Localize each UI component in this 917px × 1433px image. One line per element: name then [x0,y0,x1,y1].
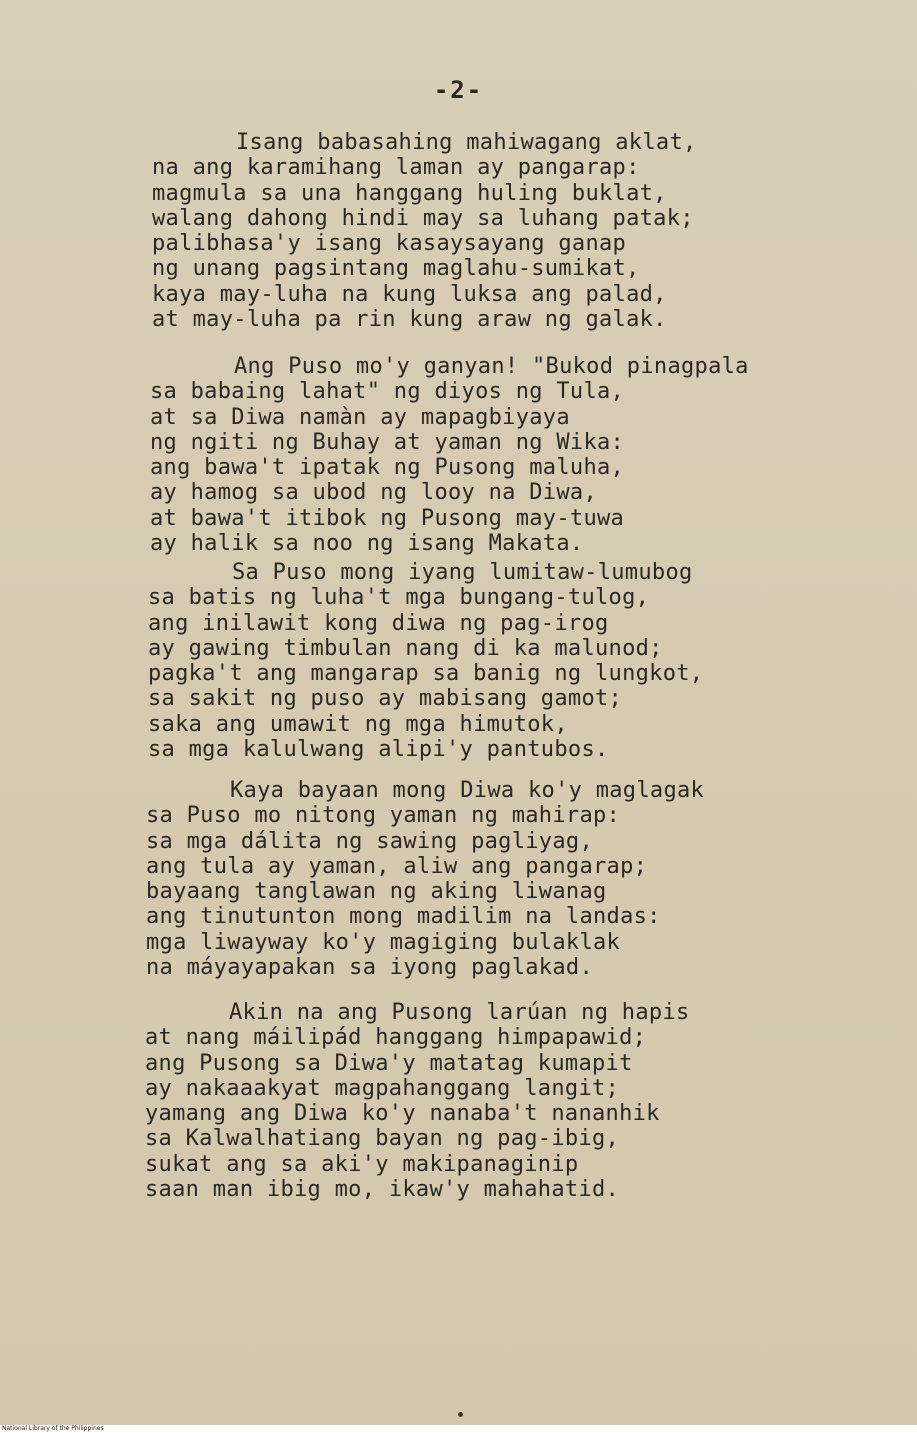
poem-line: ang bawa't ipatak ng Pusong maluha, [150,455,625,481]
poem-line: at sa Diwa namàn ay mapagbiyaya [150,404,570,430]
poem-line: Kaya bayaan mong Diwa ko'y maglagak [230,778,705,803]
poem-line: walang dahong hindi may sa luhang patak; [152,205,694,231]
poem-line: sa batis ng luha't mga bungang-tulog, [148,585,650,611]
poem-line: sa Puso mo nitong yaman ng mahirap: [146,803,621,829]
poem-line: ang Pusong sa Diwa'y matatag kumapit [145,1050,633,1076]
poem-stanza [152,130,872,332]
footer-credit: National Library of the Philippines [2,1425,104,1432]
footer-bar [0,1425,917,1433]
poem-line: ay hamog sa ubod ng looy na Diwa, [150,480,597,506]
poem-line: at may-luha pa rin kung araw ng galak. [152,307,667,333]
poem-line: Akin na ang Pusong larúan ng hapis [229,1000,690,1025]
poem-stanza [146,778,866,980]
poem-line: sa babaing lahat" ng diyos ng Tula, [150,379,625,405]
poem-line: kaya may-luha na kung luksa ang palad, [152,281,667,307]
poem-line: sa Kalwalhatiang bayan ng pag-ibig, [145,1126,620,1152]
poem-line: ang tinutunton mong madilim na landas: [146,904,661,930]
poem-line: sa mga dálita ng sawing pagliyag, [146,828,593,854]
poem-line: ang inilawit kong diwa ng pag-irog [148,610,609,636]
poem-line: yamang ang Diwa ko'y nanaba't nananhik [145,1101,660,1127]
poem-line: at nang máilipád hanggang himpapawid; [145,1025,647,1051]
poem-stanza [150,354,870,556]
poem-line: ay nakaaakyat magpahanggang langit; [145,1075,620,1101]
poem-line: ay halik sa noo ng isang Makata. [150,531,584,557]
poem-line: at bawa't itibok ng Pusong may-tuwa [150,505,625,531]
page-number: -2- [433,76,484,104]
poem-line: Ang Puso mo'y ganyan! "Bukod pinagpala [234,354,749,379]
poem-stanza [148,560,868,762]
poem-line: ng ngiti ng Buhay at yaman ng Wika: [150,429,625,455]
poem-line: bayaang tanglawan ng aking liwanag [146,879,607,905]
poem-line: saka ang umawit ng mga himutok, [148,711,568,737]
poem-line: mga liwayway ko'y magiging bulaklak [146,929,621,955]
poem-line: Sa Puso mong iyang lumitaw-lumubog [232,560,693,585]
poem-line: sa mga kalulwang alipi'y pantubos. [148,737,609,763]
poem-line: palibhasa'y isang kasaysayang ganap [152,231,627,257]
poem-line: na ang karamihang laman ay pangarap: [152,155,640,181]
poem-stanza [145,1000,865,1202]
poem-line: na máyayapakan sa iyong paglakad. [146,955,593,981]
poem-line: ay gawing timbulan nang di ka malunod; [148,635,663,661]
poem-line: ang tula ay yaman, aliw ang pangarap; [146,853,648,879]
poem-line: sa sakit ng puso ay mabisang gamot; [148,686,623,712]
poem-line: Isang babasahing mahiwagang aklat, [236,130,697,155]
poem-line: pagka't ang mangarap sa banig ng lungkot, [148,661,704,687]
poem-line: sukat ang sa aki'y makipanaginip [145,1151,579,1177]
poem-line: saan man ibig mo, ikaw'y mahahatid. [145,1177,620,1203]
poem-line: ng unang pagsintang maglahu-sumikat, [152,256,640,282]
poem-line: magmula sa una hanggang huling buklat, [152,180,667,206]
page-mark-dot [458,1412,463,1417]
